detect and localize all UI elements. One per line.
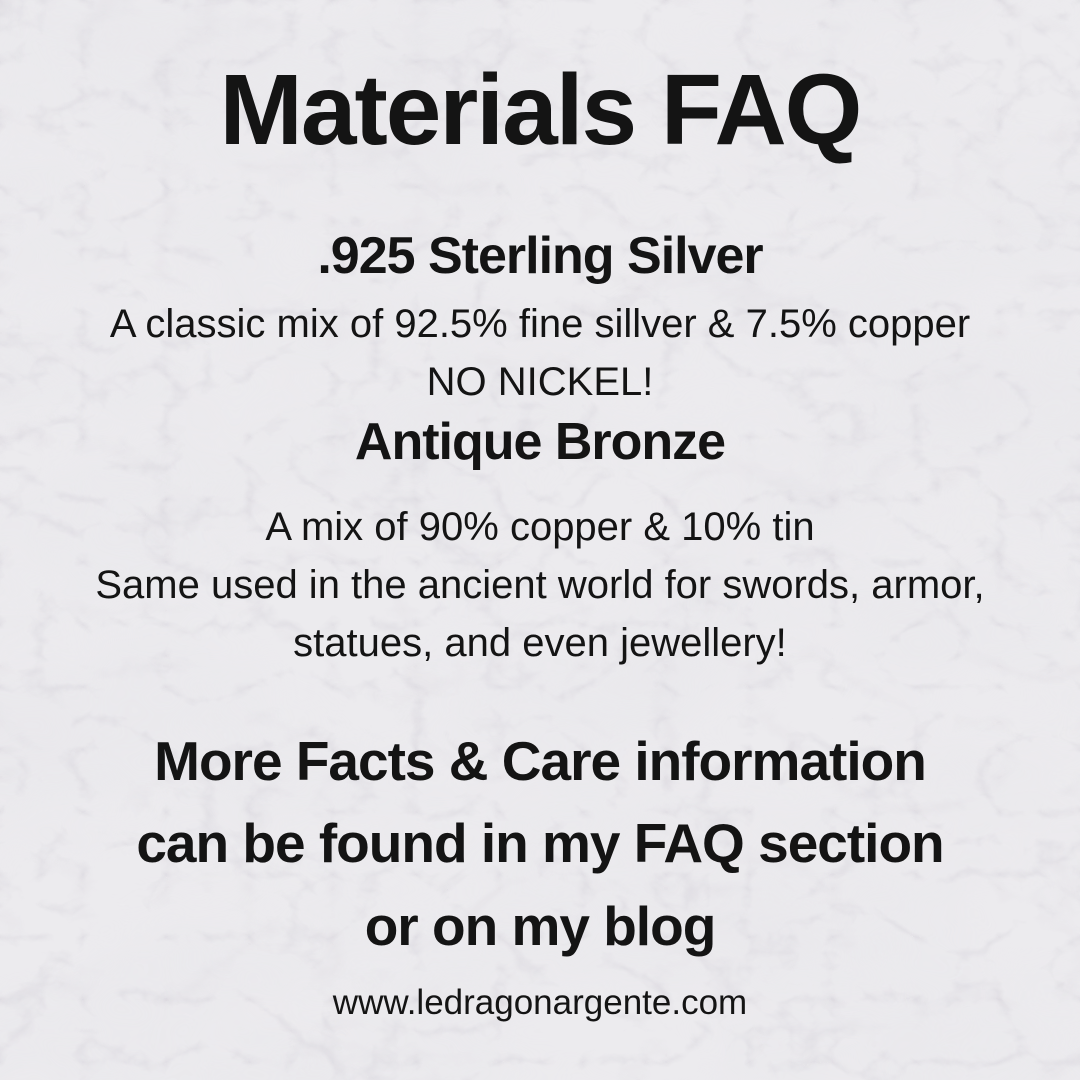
bronze-history-line-2: statues, and even jewellery! <box>293 620 787 665</box>
website-url: www.ledragonargente.com <box>332 983 748 1023</box>
footer-note <box>136 720 943 968</box>
section-heading-sterling-silver: .925 Sterling Silver <box>317 227 763 285</box>
sterling-silver-composition-line: A classic mix of 92.5% fine sillver & 7.5% copper <box>109 302 971 347</box>
sterling-silver-description <box>110 295 970 411</box>
footer-note-line-2: can be found in my FAQ section <box>136 812 944 875</box>
antique-bronze-description <box>95 498 984 672</box>
section-heading-antique-bronze: Antique Bronze <box>354 413 726 472</box>
bronze-history-line-1: Same used in the ancient world for swords, armor, <box>95 562 985 607</box>
footer-note-line-3: or on my blog <box>364 894 716 957</box>
footer-note-line-1: More Facts & Care information <box>154 729 926 792</box>
bronze-composition-line: A mix of 90% copper & 10% tin <box>265 504 815 549</box>
no-nickel-line: NO NICKEL! <box>426 360 654 405</box>
page-title: Materials FAQ <box>219 54 861 166</box>
